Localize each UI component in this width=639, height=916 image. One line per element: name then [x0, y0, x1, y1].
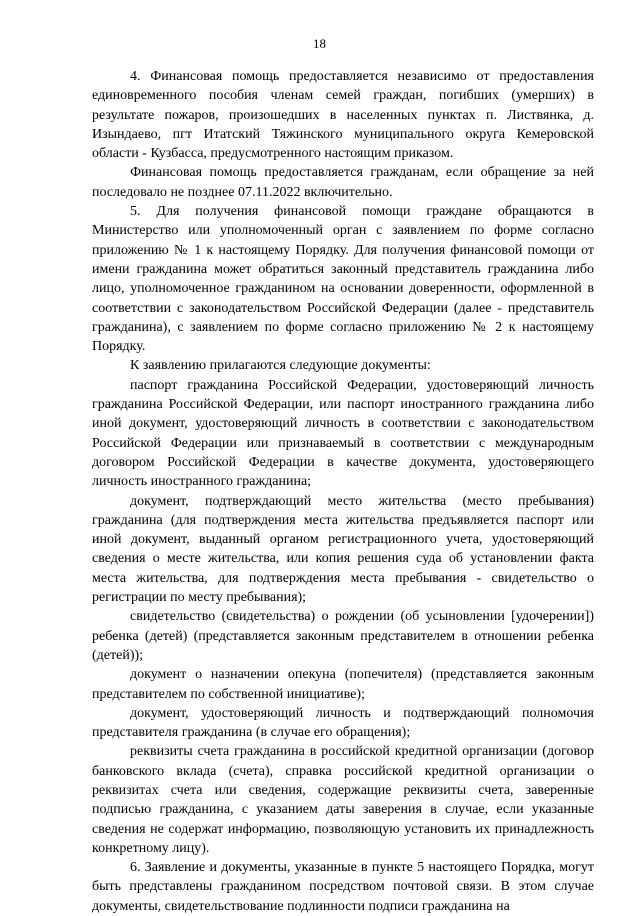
document-body — [92, 67, 594, 916]
list-item-residence: документ, подтверждающий место жительства (место пребывания) гражданина (для подтверждения места жительства предъявляется паспорт или иной документ, выданный органом регистрационного учета, удостоверяющий сведения о месте жительства, или копия решения суда об установлении факта места жительства, для подтверждения места пребывания - свидетельство о регистрации по месту пребывания); — [92, 493, 594, 606]
paragraph-5: 5. Для получения финансовой помощи граждане обращаются в Министерство или уполномоченный орган с заявлением по форме согласно приложению № 1 к настоящему Порядку. Для получения финансовой помощи от имени гражданина может обратиться законный представитель гражданина либо лицо, уполномоченное гражданином на основании доверенности, оформленной в соответствии с законодательством Российской Федерации (далее - представитель гражданина), с заявлением по форме согласно приложению № 2 к настоящему Порядку. — [92, 204, 594, 355]
list-item-passport: паспорт гражданина Российской Федерации, удостоверяющий личность гражданина Российской Федерации, или паспорт иностранного гражданина либо иной документ, удостоверяющий личность в соответствии с законодательством Российской Федерации или признаваемый в соответствии с международным договором Российской Федерации в качестве документа, удостоверяющего личность иностранного гражданина; — [92, 377, 594, 490]
page-number: 18 — [313, 36, 326, 51]
paragraph-documents-intro: К заявлению прилагаются следующие документы: — [130, 358, 431, 374]
list-item-representative: документ, удостоверяющий личность и подтверждающий полномочия представителя гражданина (в случае его обращения); — [92, 705, 594, 741]
paragraph-4: 4. Финансовая помощь предоставляется независимо от предоставления единовременного пособия членам семей граждан, погибших (умерших) в результате пожаров, произошедших в населенных пунктах п. Листвянка, д. Изындаево, пгт Итатский Тяжинского муниципального округа Кемеровской области - Кузбасса, предусмотренного настоящим приказом. — [92, 69, 594, 162]
list-item-birth-certificate: свидетельство (свидетельства) о рождении (об усыновлении [удочерении]) ребенка (детей) (представляется законным представителем в отношении ребенка (детей)); — [92, 609, 594, 663]
paragraph-6: 6. Заявление и документы, указанные в пункте 5 настоящего Порядка, могут быть представлены гражданином посредством почтовой связи. В этом случае документы, свидетельствование подлинности подписи гражданина на — [92, 860, 594, 914]
list-item-bank-details: реквизиты счета гражданина в российской кредитной организации (договор банковского вклада (счета), справка российской кредитной организации о реквизитах счета или сведения, содержащие реквизиты счета, заверенные подписью гражданина, с указанием даты заверения в случае, если указанные сведения не содержат информацию, позволяющую установить их принадлежность конкретному лицу). — [92, 744, 594, 856]
list-item-guardian: документ о назначении опекуна (попечителя) (представляется законным представителем по собственной инициативе); — [92, 667, 594, 702]
paragraph-deadline: Финансовая помощь предоставляется гражданам, если обращение за ней последовало не позднее 07.11.2022 включительно. — [92, 165, 594, 200]
